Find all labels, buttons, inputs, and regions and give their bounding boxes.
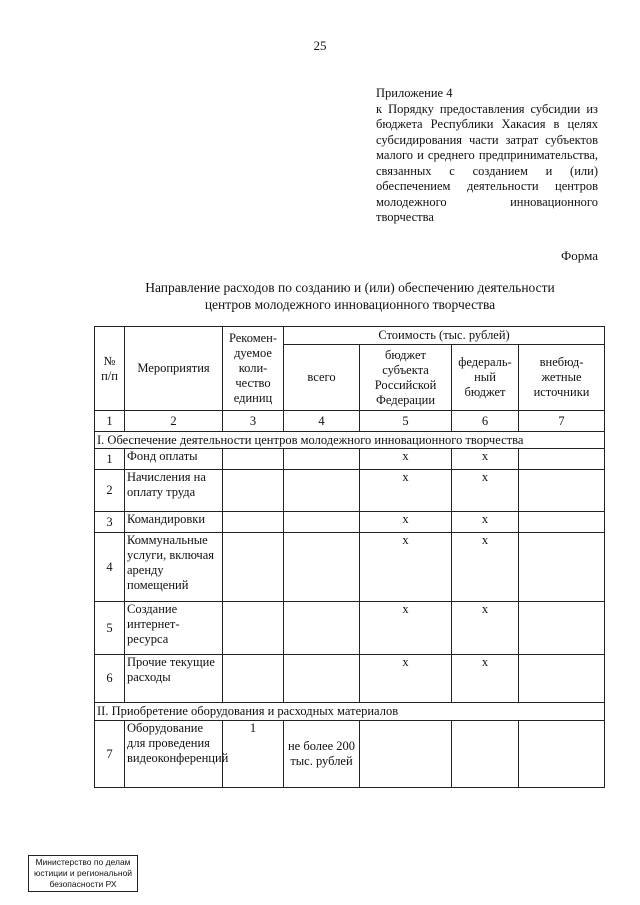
- row-federal: x: [452, 470, 519, 512]
- row-federal: x: [452, 533, 519, 602]
- table-row: [95, 655, 605, 703]
- registration-stamp: [28, 855, 138, 892]
- stamp-line-2: юстиции и региональной: [33, 868, 133, 878]
- row-num: 4: [95, 533, 125, 602]
- col-number: 4: [284, 411, 360, 432]
- row-units: 1: [223, 721, 284, 788]
- header-activity: Мероприятия: [125, 327, 223, 411]
- row-activity: Командировки: [125, 512, 223, 533]
- table-row: [95, 533, 605, 602]
- table-row: [95, 449, 605, 470]
- row-federal: x: [452, 449, 519, 470]
- table-row: [95, 470, 605, 512]
- row-total: не более 200 тыс. рублей: [284, 721, 360, 788]
- section-1-heading: I. Обеспечение деятельности центров молодежного инновационного творчества: [95, 432, 605, 449]
- row-federal: x: [452, 655, 519, 703]
- col-number: 3: [223, 411, 284, 432]
- row-activity: Коммунальные услуги, включая аренду помещений: [125, 533, 223, 602]
- row-federal: x: [452, 512, 519, 533]
- row-regional: x: [360, 655, 452, 703]
- row-regional: x: [360, 470, 452, 512]
- appendix-note: [376, 86, 598, 226]
- page-number: 25: [313, 38, 327, 53]
- col-number: 6: [452, 411, 519, 432]
- header-num: № п/п: [95, 327, 125, 411]
- header-federal: федераль-ный бюджет: [452, 345, 519, 411]
- table-row: [95, 602, 605, 655]
- header-cost: Стоимость (тыс. рублей): [284, 327, 605, 345]
- row-regional: x: [360, 512, 452, 533]
- table-row: [95, 721, 605, 788]
- title-line-2: центров молодежного инновационного творчества: [204, 297, 496, 312]
- row-num: 2: [95, 470, 125, 512]
- row-activity: Прочие текущие расходы: [125, 655, 223, 703]
- col-number: 5: [360, 411, 452, 432]
- row-num: 3: [95, 512, 125, 533]
- row-regional: x: [360, 602, 452, 655]
- row-activity: Начисления на оплату труда: [125, 470, 223, 512]
- row-num: 5: [95, 602, 125, 655]
- header-total: всего: [284, 345, 360, 411]
- document-title: [100, 279, 600, 313]
- table-row: [95, 512, 605, 533]
- row-num: 1: [95, 449, 125, 470]
- header-units: Рекомен-дуемое коли-чество единиц: [223, 327, 284, 411]
- stamp-line-3: безопасности РХ: [49, 879, 117, 889]
- col-number: 7: [519, 411, 605, 432]
- row-regional: x: [360, 533, 452, 602]
- header-regional: бюджет субъекта Российской Федерации: [360, 345, 452, 411]
- row-num: 6: [95, 655, 125, 703]
- expenses-table: [94, 326, 605, 788]
- appendix-text: к Порядку предоставления субсидии из бюджета Республики Хакасия в целях субсидирования части затрат субъектов малого и среднего предпринимательства, связанных с созданием и (или) обеспечением деятельности центров молодежного инновационного творчества: [376, 101, 598, 224]
- section-2-heading: II. Приобретение оборудования и расходных материалов: [95, 703, 605, 721]
- col-number: 2: [125, 411, 223, 432]
- row-regional: x: [360, 449, 452, 470]
- row-activity: Оборудование для проведения видеоконференций: [125, 721, 223, 788]
- column-number-row: [95, 411, 605, 432]
- title-line-1: Направление расходов по созданию и (или) обеспечению деятельности: [145, 280, 555, 295]
- stamp-line-1: Министерство по делам: [35, 857, 131, 867]
- appendix-title: Приложение 4: [376, 86, 453, 100]
- header-offbudget: внебюд-жетные источники: [519, 345, 605, 411]
- row-federal: x: [452, 602, 519, 655]
- row-activity: Создание интернет-ресурса: [125, 602, 223, 655]
- form-label: Форма: [561, 248, 598, 263]
- row-activity: Фонд оплаты: [125, 449, 223, 470]
- col-number: 1: [95, 411, 125, 432]
- row-num: 7: [95, 721, 125, 788]
